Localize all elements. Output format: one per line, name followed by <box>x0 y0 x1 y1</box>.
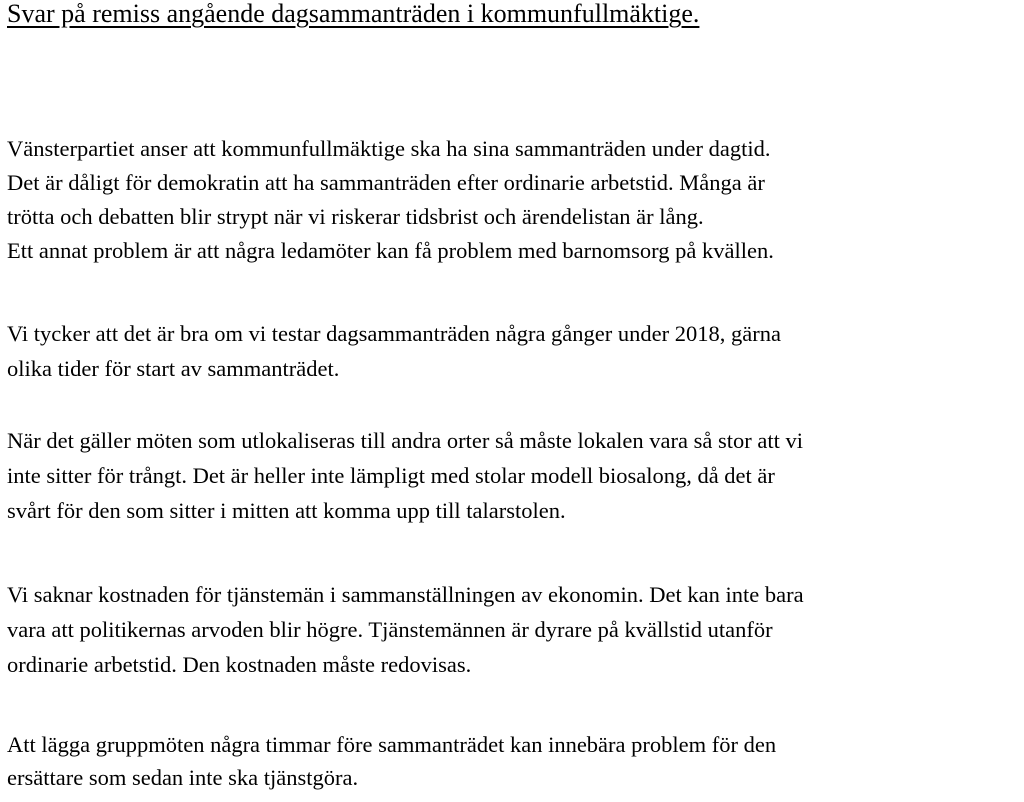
paragraph-1-line-2: Det är dåligt för demokratin att ha sammanträden efter ordinarie arbetstid. Många är <box>7 170 765 195</box>
paragraph-4-line-1: Vi saknar kostnaden för tjänstemän i sammanställningen av ekonomin. Det kan inte bara <box>7 582 804 607</box>
paragraph-1-line-1: Vänsterpartiet anser att kommunfullmäktige ska ha sina sammanträden under dagtid. <box>7 136 771 161</box>
document-title: Svar på remiss angående dagsammanträden i kommunfullmäktige. <box>7 0 700 28</box>
paragraph-2-line-2: olika tider för start av sammanträdet. <box>7 356 340 381</box>
paragraph-3-line-2: inte sitter för trångt. Det är heller inte lämpligt med stolar modell biosalong, då det är <box>7 463 775 488</box>
paragraph-3-line-1: När det gäller möten som utlokaliseras till andra orter så måste lokalen vara så stor att vi <box>7 428 803 453</box>
paragraph-2-line-1: Vi tycker att det är bra om vi testar dagsammanträden några gånger under 2018, gärna <box>7 321 781 346</box>
paragraph-5-line-2: ersättare som sedan inte ska tjänstgöra. <box>7 765 359 790</box>
paragraph-4-line-3: ordinarie arbetstid. Den kostnaden måste redovisas. <box>7 652 472 677</box>
paragraph-4-line-2: vara att politikernas arvoden blir högre. Tjänstemännen är dyrare på kvällstid utanför <box>7 617 773 642</box>
paragraph-5-line-1: Att lägga gruppmöten några timmar före sammanträdet kan innebära problem för den <box>7 732 777 757</box>
paragraph-1-line-4: Ett annat problem är att några ledamöter kan få problem med barnomsorg på kvällen. <box>7 238 774 263</box>
paragraph-1-line-3: trötta och debatten blir strypt när vi riskerar tidsbrist och ärendelistan är lång. <box>7 204 704 229</box>
paragraph-3-line-3: svårt för den som sitter i mitten att komma upp till talarstolen. <box>7 498 566 523</box>
